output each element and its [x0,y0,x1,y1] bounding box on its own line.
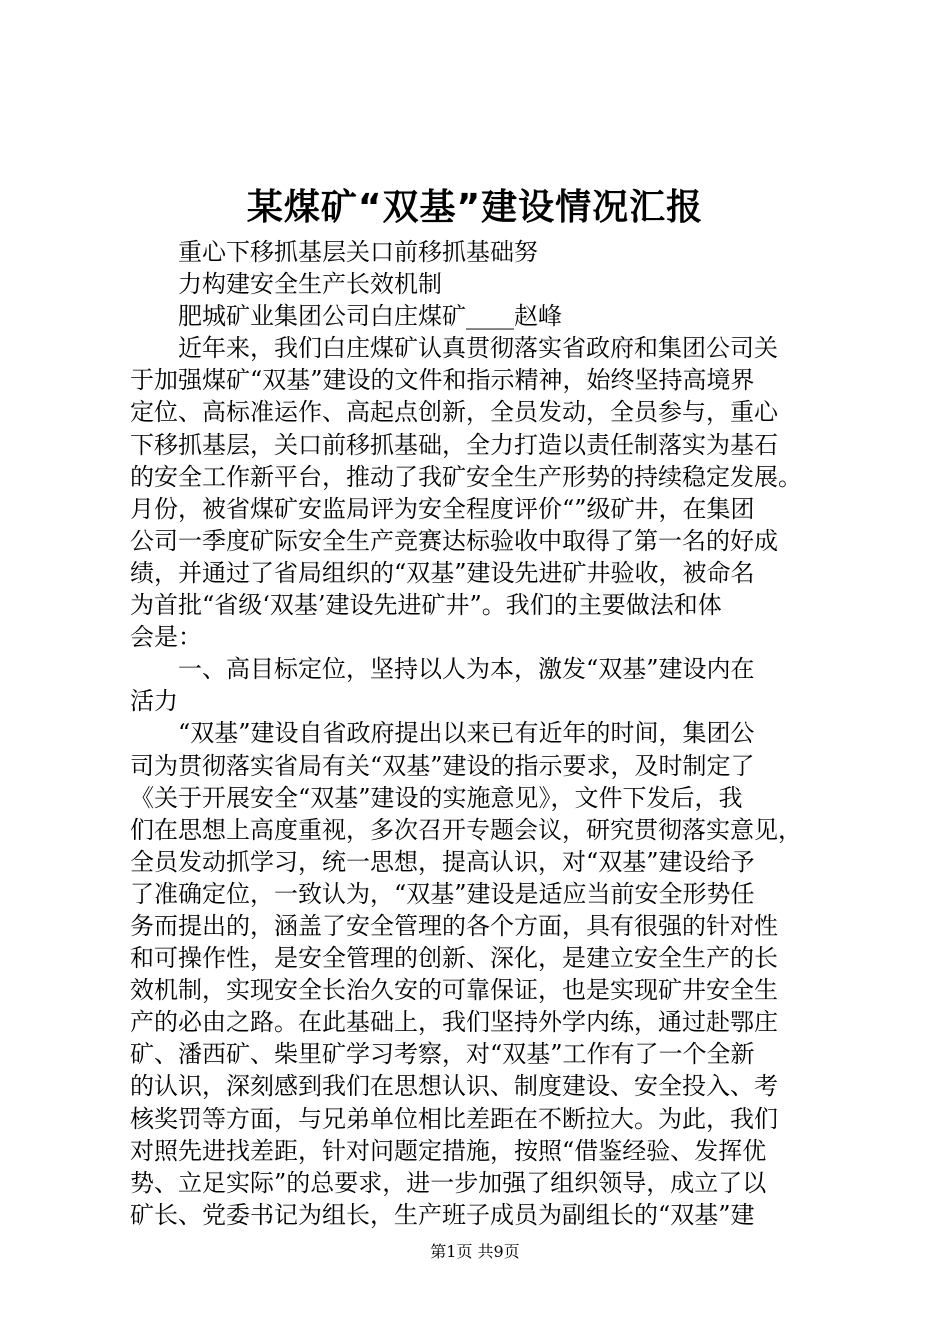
text-line: 月份，被省煤矿安监局评为安全程度评价“”级矿井，在集团 [130,494,755,523]
text-line: 的认识，深刻感到我们在思想认识、制度建设、安全投入、考 [130,1072,778,1101]
text-line: 了准确定位，一致认为，“双基”建设是适应当前安全形势任 [130,879,755,908]
text-line: 和可操作性，是安全管理的创新、深化，是建立安全生产的长 [130,944,778,973]
text-line: 势、立足实际”的总要求，进一步加强了组织领导，成立了以 [130,1168,767,1197]
text-line: 的安全工作新平台，推动了我矿安全生产形势的持续稳定发展。 [130,462,802,491]
text-line: “双基”建设自省政府提出以来已有近年的时间，集团公 [130,719,755,748]
text-line: 们在思想上高度重视，多次召开专题会议，研究贯彻落实意见， [130,815,802,844]
text-line: 效机制，实现安全长治久安的可靠保证，也是实现矿井安全生 [130,976,778,1005]
text-line: 下移抓基层，关口前移抓基础，全力打造以责任制落实为基石 [130,430,778,459]
text-line: 对照先进找差距，针对问题定措施，按照“借鉴经验、发挥优 [130,1136,767,1165]
text-line: 肥城矿业集团公司白庄煤矿____赵峰 [130,302,562,331]
text-line: 一、高目标定位，坚持以人为本，激发“双基”建设内在 [130,655,755,684]
text-line: 矿、潘西矿、柴里矿学习考察，对“双基”工作有了一个全新 [130,1040,755,1069]
text-line: 活力 [130,687,178,716]
text-line: 会是： [130,623,202,652]
text-line: 力构建安全生产长效机制 [130,270,442,299]
text-line: 重心下移抓基层关口前移抓基础努 [130,238,538,266]
text-line: 于加强煤矿“双基”建设的文件和指示精神，始终坚持高境界 [130,366,755,395]
text-line: 产的必由之路。在此基础上，我们坚持外学内练，通过赴鄂庄 [130,1008,778,1037]
text-line: 公司一季度矿际安全生产竞赛达标验收中取得了第一名的好成 [130,526,778,555]
text-line: 全员发动抓学习，统一思想，提高认识，对“双基”建设给予 [130,847,755,876]
text-line: 矿长、党委书记为组长，生产班子成员为副组长的“双基”建 [130,1200,755,1229]
page-footer: 第1页 共9页 [430,1242,520,1261]
text-line: 司为贯彻落实省局有关“双基”建设的指示要求，及时制定了 [130,751,755,780]
text-line: 近年来，我们白庄煤矿认真贯彻落实省政府和集团公司关 [130,334,778,363]
text-line: 《关于开展安全“双基”建设的实施意见》，文件下发后，我 [130,783,743,812]
document-body [130,236,840,1231]
text-line: 核奖罚等方面，与兄弟单位相比差距在不断拉大。为此，我们 [130,1104,778,1133]
text-line: 为首批“省级‘双基’建设先进矿井”。我们的主要做法和体 [130,591,722,620]
text-line: 务而提出的，涵盖了安全管理的各个方面，具有很强的针对性 [130,911,778,940]
text-line: 定位、高标准运作、高起点创新，全员发动，全员参与，重心 [130,398,778,427]
document-title: 某煤矿“双基”建设情况汇报 [246,187,704,228]
text-line: 绩，并通过了省局组织的“双基”建设先进矿井验收，被命名 [130,558,755,587]
